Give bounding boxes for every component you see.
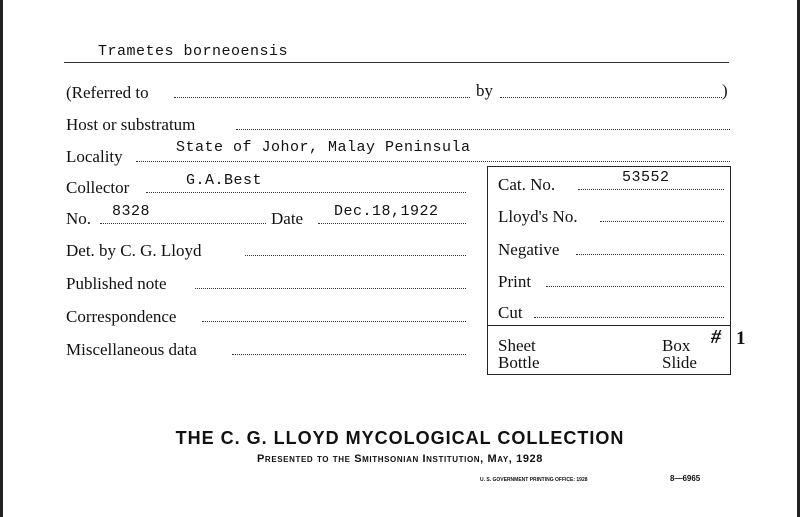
species-name: Trametes borneoensis <box>98 43 289 60</box>
print-field <box>546 286 724 287</box>
box-bottom-border <box>487 374 731 375</box>
cut-field <box>534 317 724 318</box>
cut-label: Cut <box>498 303 523 322</box>
referred-to-field <box>174 97 470 98</box>
by-field <box>500 97 722 98</box>
box-top-border <box>487 166 731 167</box>
no-field <box>100 223 266 224</box>
locality-field <box>136 161 730 162</box>
form-number: 8—6965 <box>670 474 701 483</box>
lloyds-no-field <box>600 221 724 222</box>
cat-no-field <box>578 189 724 190</box>
date-value: Dec.18,1922 <box>334 203 439 220</box>
collection-subtitle: Presented to the Smithsonian Institution, May, 1928 <box>257 453 543 465</box>
locality-value: State of Johor, Malay Peninsula <box>176 139 471 156</box>
collector-field <box>146 192 466 193</box>
miscellaneous-label: Miscellaneous data <box>66 340 197 359</box>
locality-label: Locality <box>66 147 123 166</box>
correspondence-label: Correspondence <box>66 307 177 326</box>
host-label: Host or substratum <box>66 115 196 134</box>
box-label: Box <box>662 336 691 355</box>
by-label: by <box>476 81 493 100</box>
species-underline <box>64 62 729 63</box>
box-right-border <box>730 166 731 375</box>
negative-label: Negative <box>498 240 560 259</box>
no-value: 8328 <box>112 203 151 220</box>
published-note-field <box>195 288 466 289</box>
no-label: No. <box>66 209 92 228</box>
det-by-label: Det. by C. G. Lloyd <box>66 241 202 260</box>
collector-label: Collector <box>66 178 130 197</box>
collection-title: THE C. G. LLOYD MYCOLOGICAL COLLECTION <box>175 428 625 448</box>
close-paren: ) <box>722 81 728 100</box>
lloyds-no-label: Lloyd's No. <box>498 207 578 226</box>
box-hash-mark: # <box>711 326 721 348</box>
det-by-field <box>245 255 466 256</box>
cat-no-value: 53552 <box>622 169 670 186</box>
slide-label: Slide <box>662 353 697 372</box>
cat-no-label: Cat. No. <box>498 175 556 194</box>
host-field <box>236 129 730 130</box>
published-note-label: Published note <box>66 274 167 293</box>
negative-field <box>576 254 724 255</box>
date-label: Date <box>271 209 304 228</box>
referred-to-label: (Referred to <box>66 83 149 102</box>
box-divider <box>487 325 731 326</box>
box-value: 1 <box>736 328 746 349</box>
printing-office-note: U. S. GOVERNMENT PRINTING OFFICE: 1928 <box>480 477 588 483</box>
date-field <box>318 223 466 224</box>
collector-value: G.A.Best <box>186 172 263 189</box>
sheet-label: Sheet <box>498 336 536 355</box>
correspondence-field <box>202 321 466 322</box>
miscellaneous-field <box>232 354 466 355</box>
print-label: Print <box>498 272 532 291</box>
bottle-label: Bottle <box>498 353 540 372</box>
box-left-border <box>487 166 488 375</box>
